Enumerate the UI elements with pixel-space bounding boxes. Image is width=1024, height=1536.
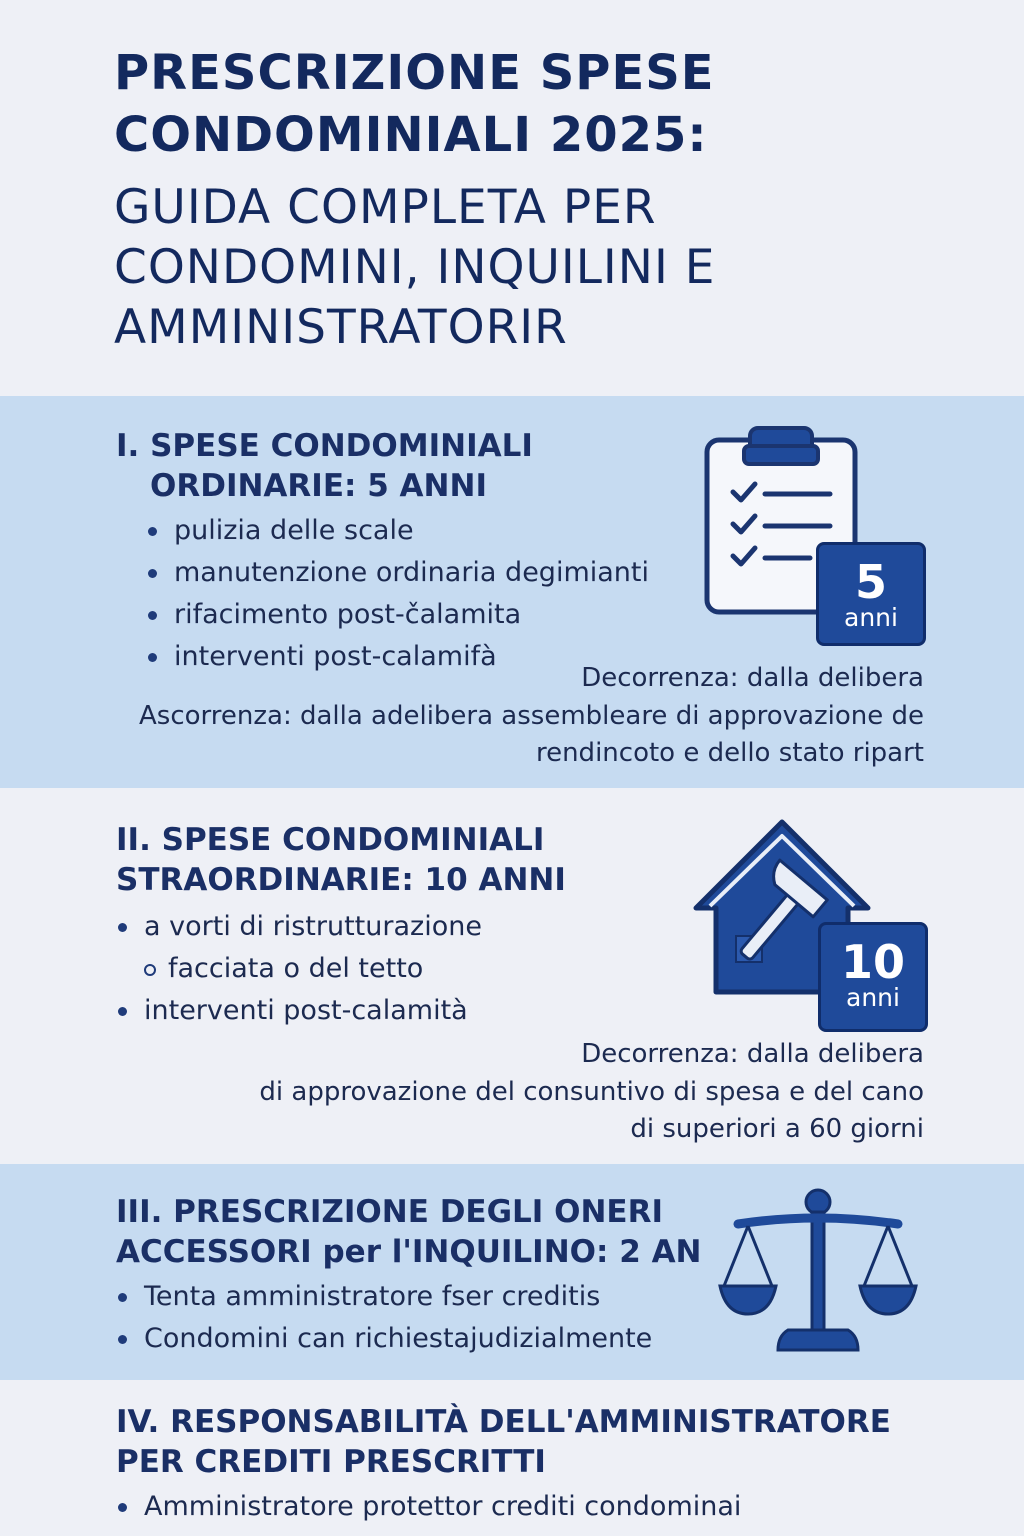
section-straordinarie [0, 788, 1024, 1164]
page-subtitle [114, 178, 994, 358]
bullet-icon [118, 923, 127, 932]
list-item-text: interventi post-calamità [144, 995, 468, 1026]
years-badge [818, 922, 928, 1032]
section-title [116, 820, 566, 900]
list-item [174, 552, 649, 594]
bullet-icon [118, 1007, 127, 1016]
list-item-text: pulizia delle scale [174, 515, 414, 546]
bullet-list [144, 1486, 741, 1528]
decorrenza-note [259, 1074, 924, 1148]
note-line: Ascorrenza: dalla adelibera assembleare di approvazione de [139, 701, 924, 731]
list-item-text: Amministratore protettor crediti condominai [144, 1491, 742, 1522]
section-title-line: II. SPESE CONDOMINIALI [116, 822, 545, 858]
list-item [144, 1276, 652, 1318]
decorrenza-text: Decorrenza: dalla delibera [581, 1039, 924, 1069]
section-title-line: III. PRESCRIZIONE DEGLI ONERI [116, 1194, 664, 1230]
list-item [144, 1486, 741, 1528]
title-line: GUIDA COMPLETA PER [114, 180, 657, 235]
title-line: PRESCRIZIONE SPESE [114, 45, 715, 101]
section-title [116, 426, 533, 506]
list-item-text: interventi post-calamifà [174, 641, 497, 672]
title-line: CONDOMINIALI 2025: [114, 107, 708, 163]
bullet-icon [148, 611, 157, 620]
decorrenza-text: Decorrenza: dalla delibera [581, 663, 924, 693]
list-item [144, 1318, 652, 1360]
title-line: CONDOMINI, INQUILINI E [114, 240, 716, 295]
list-item [144, 948, 482, 990]
section-title-line: ACCESSORI per l'INQUILINO: 2 AN [116, 1234, 702, 1270]
title-line: AMMINISTRATORIR [114, 300, 568, 355]
badge-number: 5 [854, 555, 887, 609]
list-item [174, 594, 649, 636]
section-title [116, 1402, 891, 1482]
bullet-icon [148, 653, 157, 662]
list-item-text: manutenzione ordinaria degimianti [174, 557, 649, 588]
list-item-text: Condomini can richiestajudizialmente [144, 1323, 653, 1354]
note-line: rendincoto e dello stato ripart [535, 738, 924, 768]
bullet-list [144, 1276, 652, 1360]
badge-number: 10 [840, 935, 905, 989]
scales-of-justice-icon [718, 1186, 918, 1364]
list-item [174, 636, 649, 678]
list-item-text: a vorti di ristrutturazione [144, 911, 482, 942]
years-badge [816, 542, 926, 646]
bullet-icon [118, 1503, 127, 1512]
page-title-bold [114, 42, 994, 166]
section-title-line: STRAORDINARIE: 10 ANNI [116, 862, 566, 898]
list-item [174, 510, 649, 552]
badge-unit: anni [846, 983, 900, 1012]
list-item [144, 990, 482, 1032]
list-item-text: Tenta amministratore fser creditis [144, 1281, 601, 1312]
section-title-line: ORDINARIE: 5 ANNI [150, 468, 487, 504]
section-title-line: PER CREDITI PRESCRITTI [116, 1444, 546, 1480]
section-title [116, 1192, 702, 1272]
list-item-text: rifacimento post-čalamita [174, 599, 522, 630]
section-ordinarie [0, 396, 1024, 788]
note-line: di superiori a 60 giorni [630, 1114, 924, 1144]
section-title-line: IV. RESPONSABILITÀ DELL'AMMINISTRATORE [116, 1404, 891, 1440]
section-title-line: I. SPESE CONDOMINIALI [116, 428, 533, 464]
bullet-icon [148, 569, 157, 578]
bullet-list [174, 510, 649, 678]
section-oneri-accessori [0, 1164, 1024, 1380]
decorrenza-note [139, 698, 924, 772]
bullet-icon [118, 1293, 127, 1302]
bullet-icon [148, 527, 157, 536]
section-responsabilita [0, 1380, 1024, 1536]
bullet-icon [118, 1335, 127, 1344]
bullet-list [144, 906, 482, 1032]
list-item-text: facciata o del tetto [168, 953, 424, 984]
note-line: di approvazione del consuntivo di spesa e del cano [259, 1077, 924, 1107]
header [0, 0, 1024, 396]
sub-bullet-icon [144, 964, 156, 976]
badge-unit: anni [844, 603, 898, 632]
list-item [144, 906, 482, 948]
